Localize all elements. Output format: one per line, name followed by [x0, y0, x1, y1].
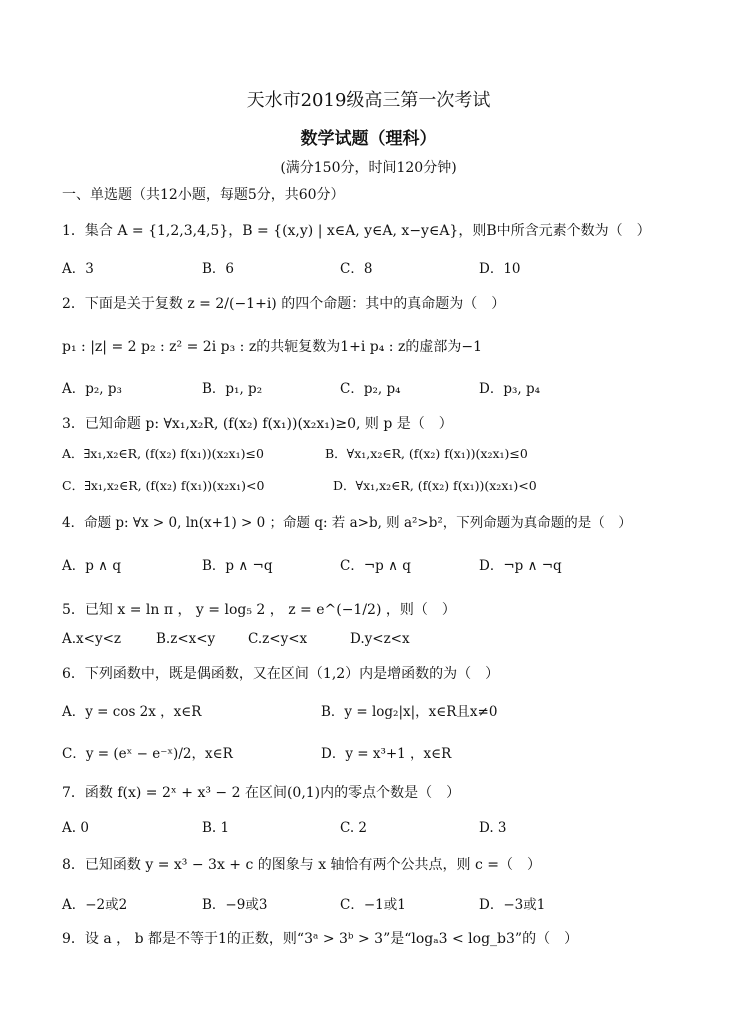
- question-7-option-a: A. 0: [62, 820, 89, 836]
- section-heading: 一、单选题（共12小题，每题5分，共60分）: [62, 187, 345, 203]
- question-3-option-c: C．∃x₁,x₂∈R, (f(x₂) f(x₁))(x₂x₁)<0: [62, 478, 265, 493]
- question-8-stem: 8．已知函数 y = x³ − 3x + c 的图象与 x 轴恰有两个公共点，则 c =（ ）: [62, 857, 542, 873]
- question-5-option-c: C.z<y<x: [248, 631, 308, 647]
- question-4-stem: 4．命题 p: ∀x > 0, ln(x+1) > 0 ；命题 q: 若 a>b, 则 a²>b²，下列命题为真命题的是（ ）: [62, 515, 632, 531]
- question-2-option-b: B．p₁, p₂: [202, 381, 263, 397]
- question-4-option-b: B．p ∧ ¬q: [202, 558, 273, 574]
- exam-subtitle: 数学试题（理科）: [300, 129, 437, 149]
- question-1-option-a: A．3: [62, 261, 94, 277]
- exam-note: (满分150分，时间120分钟): [280, 160, 457, 176]
- exam-title: 天水市2019级高三第一次考试: [246, 90, 491, 111]
- question-2-option-a: A．p₂, p₃: [62, 381, 122, 397]
- question-2-option-c: C．p₂, p₄: [340, 381, 401, 397]
- question-1-stem: 1．集合 A = {1,2,3,4,5}，B = {(x,y) | x∈A, y∈A, x−y∈A}，则B中所含元素个数为（ ）: [62, 223, 651, 239]
- question-6-option-a: A．y = cos 2x ，x∈R: [62, 704, 202, 720]
- question-7-option-b: B. 1: [202, 820, 230, 836]
- question-4-option-a: A．p ∧ q: [62, 558, 121, 574]
- question-8-option-b: B．−9或3: [202, 897, 268, 913]
- question-3-option-d: D．∀x₁,x₂∈R, (f(x₂) f(x₁))(x₂x₁)<0: [333, 478, 537, 493]
- question-6-option-c: C．y = (eˣ − e⁻ˣ)/2，x∈R: [62, 746, 233, 762]
- question-8-option-a: A．−2或2: [62, 897, 128, 913]
- question-1-option-c: C．8: [340, 261, 373, 277]
- question-5-stem: 5．已知 x = ln π ， y = log₅ 2 ， z = e^(−1/2) ，则（ ）: [62, 602, 456, 618]
- question-2-option-d: D．p₃, p₄: [479, 381, 541, 397]
- question-8-option-c: C．−1或1: [340, 897, 406, 913]
- question-7-option-c: C. 2: [340, 820, 368, 836]
- question-5-option-a: A.x<y<z: [62, 631, 122, 647]
- question-8-option-d: D．−3或1: [479, 897, 546, 913]
- question-5-option-b: B.z<x<y: [156, 631, 216, 647]
- question-6-option-b: B．y = log₂|x|，x∈R且x≠0: [321, 704, 498, 720]
- question-1-option-b: B．6: [202, 261, 235, 277]
- question-7-option-d: D. 3: [479, 820, 507, 836]
- question-5-option-d: D.y<z<x: [350, 631, 410, 647]
- question-2-stem: 2．下面是关于复数 z = 2/(−1+i) 的四个命题：其中的真命题为（ ）: [62, 296, 506, 312]
- question-3-option-b: B．∀x₁,x₂∈R, (f(x₂) f(x₁))(x₂x₁)≤0: [325, 446, 528, 461]
- question-9-stem: 9．设 a ， b 都是不等于1的正数，则“3ᵃ > 3ᵇ > 3”是“logₐ3 < log_b3”的（ ）: [62, 931, 579, 947]
- question-2-propositions: p₁ : |z| = 2 p₂ : z² = 2i p₃ : z的共轭复数为1+i p₄ : z的虚部为−1: [62, 339, 482, 355]
- question-6-stem: 6．下列函数中，既是偶函数，又在区间（1,2）内是增函数的为（ ）: [62, 666, 500, 682]
- question-1-option-d: D．10: [479, 261, 521, 277]
- question-6-option-d: D．y = x³+1 ，x∈R: [321, 746, 452, 762]
- question-3-stem: 3．已知命题 p: ∀x₁,x₂R, (f(x₂) f(x₁))(x₂x₁)≥0, 则 p 是（ ）: [62, 416, 453, 432]
- question-4-option-d: D．¬p ∧ ¬q: [479, 558, 562, 574]
- question-7-stem: 7．函数 f(x) = 2ˣ + x³ − 2 在区间(0,1)内的零点个数是（ ）: [62, 785, 461, 801]
- question-3-option-a: A．∃x₁,x₂∈R, (f(x₂) f(x₁))(x₂x₁)≤0: [62, 446, 264, 461]
- question-4-option-c: C．¬p ∧ q: [340, 558, 411, 574]
